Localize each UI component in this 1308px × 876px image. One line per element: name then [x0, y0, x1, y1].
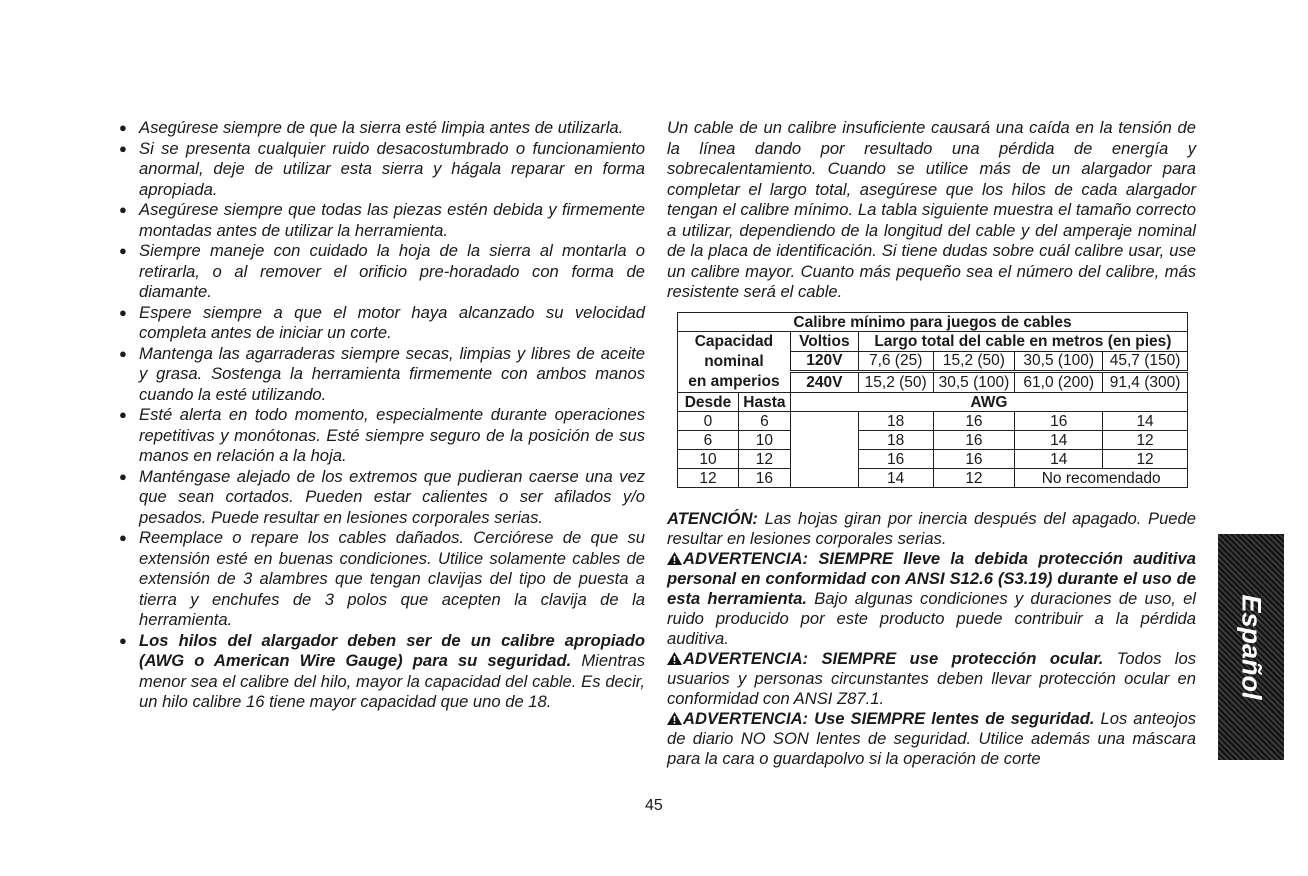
note-bold: ADVERTENCIA: SIEMPRE lleve la debida protección auditiva personal en conformidad con ANSI S12.6 (S3.19) durante el uso de esta herramienta.: [667, 549, 1196, 608]
language-section-tab: [1218, 534, 1284, 760]
capacity-line: nominal: [704, 353, 764, 370]
from-cell: 12: [678, 469, 739, 488]
list-item: [119, 466, 645, 529]
note-text: Todos los usuarios y personas circunstantes deben llevar protección ocular en conformidad con ANSI Z87.1.: [667, 649, 1197, 708]
bullet-text: Espere siempre a que el motor haya alcanzado su velocidad completa antes de iniciar un corte.: [139, 302, 645, 342]
bullet-icon: ●: [119, 140, 127, 156]
list-item: [119, 302, 645, 344]
left-column: [119, 118, 645, 713]
blank-cell: [790, 412, 858, 488]
awg-cell: 12: [1103, 431, 1188, 450]
list-item: [119, 405, 645, 467]
safety-bullet-list: [119, 118, 645, 713]
length-cell: 61,0 (200): [1015, 372, 1103, 393]
warning-note-eye: [667, 649, 1196, 709]
bullet-text: Reemplace o repare los cables dañados. Cerciórese de que su extensión esté en buenas condiciones. Utilice solamente cables de extensión de 3 alambres que tengan clavijas del tipo de puesta a tierra y enchufes de 3 polos que acepten la clavija de la herramienta.: [139, 528, 645, 629]
warning-triangle-icon: [667, 652, 682, 665]
length-cell: 45,7 (150): [1103, 351, 1188, 372]
bullet-icon: ●: [119, 202, 127, 217]
bullet-icon: ●: [119, 243, 127, 258]
awg-cell: 14: [858, 469, 933, 488]
page-number: 45: [645, 797, 663, 814]
awg-cell: No recomendado: [1015, 469, 1188, 488]
note-bold: ATENCIÓN:: [667, 509, 758, 528]
from-cell: 6: [678, 431, 739, 450]
cable-gauge-paragraph: Un cable de un calibre insuficiente causará una caída en la tensión de la línea dando por resultado una pérdida de energía y sobrecalentamiento. Cuando se utilice más de un alargador para completar el largo total, asegúrese que los hilos de cada alargador tengan el calibre mínimo. La tabla siguiente muestra el tamaño correcto a utilizar, dependiendo de la longitud del cable y del amperaje nominal de la placa de identificación. Si tiene dudas sobre cuál calibre usar, use un calibre mayor. Cuanto más pequeño sea el número del calibre, más resistente será el cable.: [667, 118, 1196, 301]
awg-cell: 14: [1015, 450, 1103, 469]
length-cell: 30,5 (100): [933, 372, 1015, 393]
length-cell: 30,5 (100): [1015, 351, 1103, 372]
awg-cell: 16: [1015, 412, 1103, 431]
note-text: Las hojas giran por inercia después del apagado. Puede resultar en lesiones corporales serias.: [667, 509, 1196, 548]
warning-triangle-icon: [667, 552, 682, 565]
to-header: Hasta: [738, 393, 790, 412]
list-item: [119, 200, 645, 241]
note-text: Bajo algunas condiciones y duraciones de uso, el ruido producido por este producto puede contribuir a la pérdida auditiva.: [667, 589, 1196, 648]
list-item: [119, 138, 645, 201]
bullet-icon: ●: [119, 530, 127, 545]
bullet-icon: ●: [119, 632, 127, 648]
note-bold: ADVERTENCIA: Use SIEMPRE lentes de seguridad.: [683, 709, 1095, 728]
warning-note-hearing: [667, 549, 1196, 649]
awg-cell: 16: [933, 431, 1015, 450]
capacity-line: Capacidad: [694, 333, 774, 350]
to-cell: 12: [738, 450, 790, 469]
bullet-icon: ●: [119, 407, 127, 422]
caution-note: [667, 509, 1196, 549]
capacity-header: [678, 332, 791, 393]
bullet-text: Esté alerta en todo momento, especialmente durante operaciones repetitivas y monótonas. Esté siempre seguro de la posición de sus manos en relación a la hoja.: [139, 405, 645, 465]
right-column-intro: [667, 118, 1196, 303]
bullet-icon: ●: [119, 468, 127, 484]
bullet-icon: ●: [119, 120, 127, 135]
voltage-120: 120V: [790, 351, 858, 372]
bullet-icon: ●: [119, 304, 127, 320]
bullet-text: Asegúrese siempre que todas las piezas estén debida y firmemente montadas antes de utilizar la herramienta.: [139, 200, 645, 240]
volts-header: Voltios: [790, 332, 858, 352]
awg-cell: 18: [858, 412, 933, 431]
awg-cell: 16: [933, 450, 1015, 469]
table-row: [678, 450, 1188, 469]
warnings-section: [667, 509, 1196, 769]
list-item: [119, 241, 645, 303]
to-cell: 10: [738, 431, 790, 450]
length-cell: 91,4 (300): [1103, 372, 1188, 393]
length-cell: 15,2 (50): [933, 351, 1015, 372]
from-header: Desde: [678, 393, 739, 412]
voltage-240: 240V: [790, 372, 858, 393]
table-row: [678, 469, 1188, 488]
list-item: [119, 528, 645, 631]
length-cell: 15,2 (50): [858, 372, 933, 393]
awg-cell: 12: [933, 469, 1015, 488]
length-header: Largo total del cable en metros (en pies): [858, 332, 1187, 352]
table-row: [678, 431, 1188, 450]
note-text: Los anteojos de diario NO SON lentes de seguridad. Utilice además una máscara para la cara o guardapolvo si la operación de corte: [667, 709, 1196, 768]
awg-cell: 14: [1103, 412, 1188, 431]
length-cell: 7,6 (25): [858, 351, 933, 372]
awg-cell: 12: [1103, 450, 1188, 469]
to-cell: 16: [738, 469, 790, 488]
from-cell: 0: [678, 412, 739, 431]
table-title: Calibre mínimo para juegos de cables: [678, 313, 1188, 332]
capacity-line: en amperios: [688, 373, 780, 390]
list-item: [119, 343, 645, 406]
to-cell: 6: [738, 412, 790, 431]
awg-cell: 16: [933, 412, 1015, 431]
section-tab-label: Español: [1236, 594, 1267, 700]
warning-note-glasses: [667, 709, 1196, 769]
note-bold: ADVERTENCIA: SIEMPRE use protección ocular.: [683, 649, 1104, 668]
awg-header: AWG: [790, 393, 1187, 412]
cable-gauge-table: [677, 312, 1188, 488]
list-item: [119, 630, 645, 713]
list-item: [119, 118, 645, 139]
bullet-text: Siempre maneje con cuidado la hoja de la sierra al montarla o retirarla, o al remover el orificio pre-horadado con forma de diamante.: [139, 241, 645, 301]
bullet-text: Manténgase alejado de los extremos que pudieran caerse una vez que sean cortados. Pueden estar calientes o ser afilados y/o pesados. Puede resultar en lesiones corporales serias.: [139, 466, 645, 527]
table-row: [678, 412, 1188, 431]
warning-triangle-icon: [667, 712, 682, 725]
bullet-text: Mientras menor sea el calibre del hilo, mayor la capacidad del cable. Es decir, un hilo calibre 16 tiene mayor capacidad que uno de 18.: [139, 651, 645, 711]
awg-cell: 16: [858, 450, 933, 469]
bullet-text: Asegúrese siempre de que la sierra esté limpia antes de utilizarla.: [139, 118, 624, 137]
from-cell: 10: [678, 450, 739, 469]
awg-cell: 18: [858, 431, 933, 450]
bullet-text: Si se presenta cualquier ruido desacostumbrado o funcionamiento anormal, deje de utilizar esta sierra y hágala reparar en forma apropiada.: [139, 138, 645, 199]
bullet-text: Mantenga las agarraderas siempre secas, limpias y libres de aceite y grasa. Sostenga la herramienta firmemente con ambos manos cuando la esté utilizando.: [139, 343, 645, 404]
bullet-bold: Los hilos del alargador deben ser de un calibre apropiado (AWG o American Wire Gauge) para su seguridad.: [139, 630, 645, 670]
awg-cell: 14: [1015, 431, 1103, 450]
bullet-icon: ●: [119, 345, 127, 361]
